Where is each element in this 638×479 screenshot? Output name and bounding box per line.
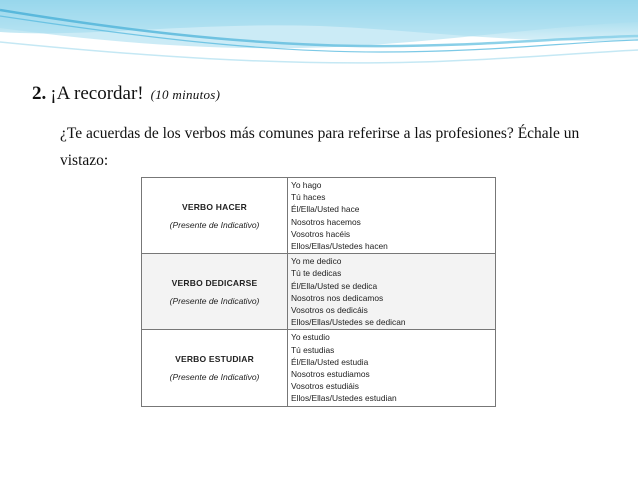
conjugation-list [288,330,496,406]
section-number: 2. [32,83,47,104]
conjugation-form: Tú te dedicas [291,268,342,279]
verb-title: VERBO ESTUDIAR [175,354,254,365]
conjugation-form: Yo me dedico [291,256,342,267]
conjugation-form: Ellos/Ellas/Ustedes hacen [291,241,388,252]
conjugation-form: Él/Ella/Usted hace [291,204,360,215]
verb-tense: (Presente de Indicativo) [169,372,260,383]
verb-conjugation-table [141,177,496,407]
conjugation-list [288,254,496,330]
verb-tense: (Presente de Indicativo) [169,295,260,306]
section-heading [32,83,220,105]
verb-title: VERBO HACER [181,201,247,212]
table-row-hacer [142,178,496,254]
section-title: ¡A recordar! [50,83,144,104]
table-row-estudiar [142,330,496,406]
conjugation-form: Tú haces [291,192,326,203]
conjugation-form: Ellos/Ellas/Ustedes estudian [291,393,397,404]
conjugation-form: Nosotros nos dedicamos [291,292,384,303]
conjugation-form: Vosotros os dedicáis [291,305,368,316]
conjugation-form: Él/Ella/Usted se dedica [291,280,378,291]
verb-cell [142,254,288,330]
conjugation-form: Ellos/Ellas/Ustedes se dedican [291,317,406,328]
conjugation-form: Yo hago [291,180,322,190]
verb-title: VERBO DEDICARSE [171,277,258,288]
header-wave-decoration [0,0,638,80]
conjugation-form: Tú estudias [291,344,335,355]
intro-paragraph: ¿Te acuerdas de los verbos más comunes para referirse a las profesiones? Échale un vistazo: [60,125,580,169]
conjugation-form: Él/Ella/Usted estudia [291,356,369,367]
section-duration: (10 minutos) [150,87,221,102]
conjugation-form: Nosotros estudiamos [291,369,370,380]
conjugation-form: Vosotros estudiáis [291,381,359,392]
verb-tense: (Presente de Indicativo) [169,219,260,230]
conjugation-form: Yo estudio [291,332,330,343]
verb-cell [142,330,288,406]
conjugation-form: Nosotros hacemos [291,216,361,227]
table-row-dedicarse [142,254,496,330]
conjugation-list [288,178,496,254]
conjugation-form: Vosotros hacéis [291,228,351,239]
verb-cell [142,178,288,254]
